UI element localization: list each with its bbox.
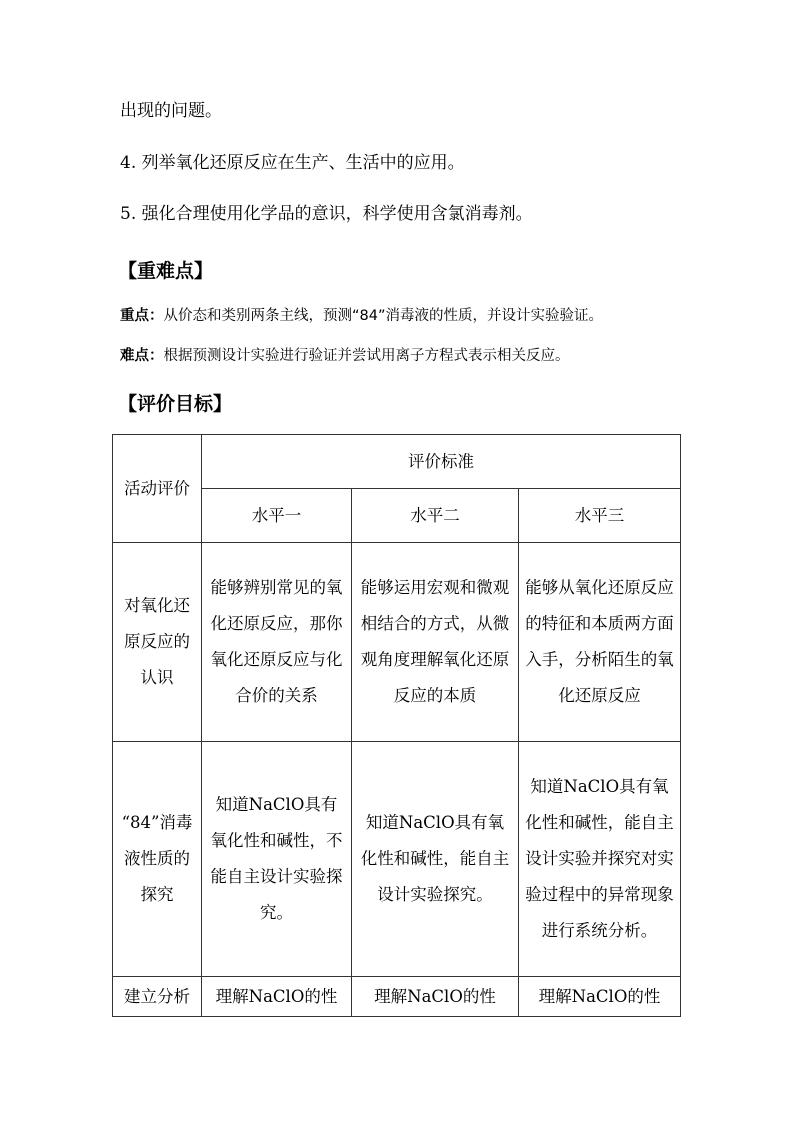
- key-points-heading: 【重难点】: [118, 260, 214, 282]
- level-cell: 知道NaClO具有氧化性和碱性，能自主设计实验探究。: [352, 742, 519, 977]
- activity-header: 活动评价: [113, 435, 202, 543]
- level-cell: 能够运用宏观和微观相结合的方式，从微观角度理解氧化还原反应的本质: [352, 543, 519, 742]
- level-cell: 能够辨别常见的氧化还原反应，那你氧化还原反应与化合价的关系: [202, 543, 352, 742]
- level-cell: 能够从氧化还原反应的特征和本质两方面入手，分析陌生的氧化还原反应: [519, 543, 681, 742]
- table-row: [113, 742, 681, 977]
- table-row: [113, 543, 681, 742]
- level-header-2: 水平二: [352, 489, 519, 543]
- key-point-text: 从价态和类别两条主线，预测“84”消毒液的性质，并设计实验验证。: [163, 308, 603, 324]
- activity-cell: “84”消毒液性质的探究: [113, 742, 202, 977]
- level-header-3: 水平三: [519, 489, 681, 543]
- difficult-point-label: 难点：: [120, 348, 164, 364]
- key-point-label: 重点：: [120, 308, 164, 324]
- level-cell: 理解NaClO的性: [519, 977, 681, 1017]
- evaluation-table: [112, 434, 681, 1017]
- table-row: [113, 977, 681, 1017]
- evaluation-heading: 【评价目标】: [118, 393, 233, 415]
- standard-header: 评价标准: [202, 435, 681, 489]
- level-cell: 理解NaClO的性: [202, 977, 352, 1017]
- objective-item-4: 4. 列举氧化还原反应在生产、生活中的应用。: [120, 153, 465, 173]
- level-cell: 知道NaClO具有氧化性和碱性，能自主设计实验并探究对实验过程中的异常现象进行系统分析。: [519, 742, 681, 977]
- activity-cell: 建立分析: [113, 977, 202, 1017]
- paragraph-continuation: 出现的问题。: [120, 101, 222, 121]
- table-header-row: [113, 435, 681, 489]
- difficult-point-text: 根据预测设计实验进行验证并尝试用离子方程式表示相关反应。: [163, 348, 570, 364]
- difficult-point-line: [120, 344, 570, 365]
- key-point-line: [120, 304, 603, 325]
- level-cell: 理解NaClO的性: [352, 977, 519, 1017]
- objective-item-5: 5. 强化合理使用化学品的意识，科学使用含氯消毒剂。: [120, 204, 533, 224]
- activity-cell: 对氧化还原反应的认识: [113, 543, 202, 742]
- level-header-1: 水平一: [202, 489, 352, 543]
- level-cell: 知道NaClO具有氧化性和碱性，不能自主设计实验探究。: [202, 742, 352, 977]
